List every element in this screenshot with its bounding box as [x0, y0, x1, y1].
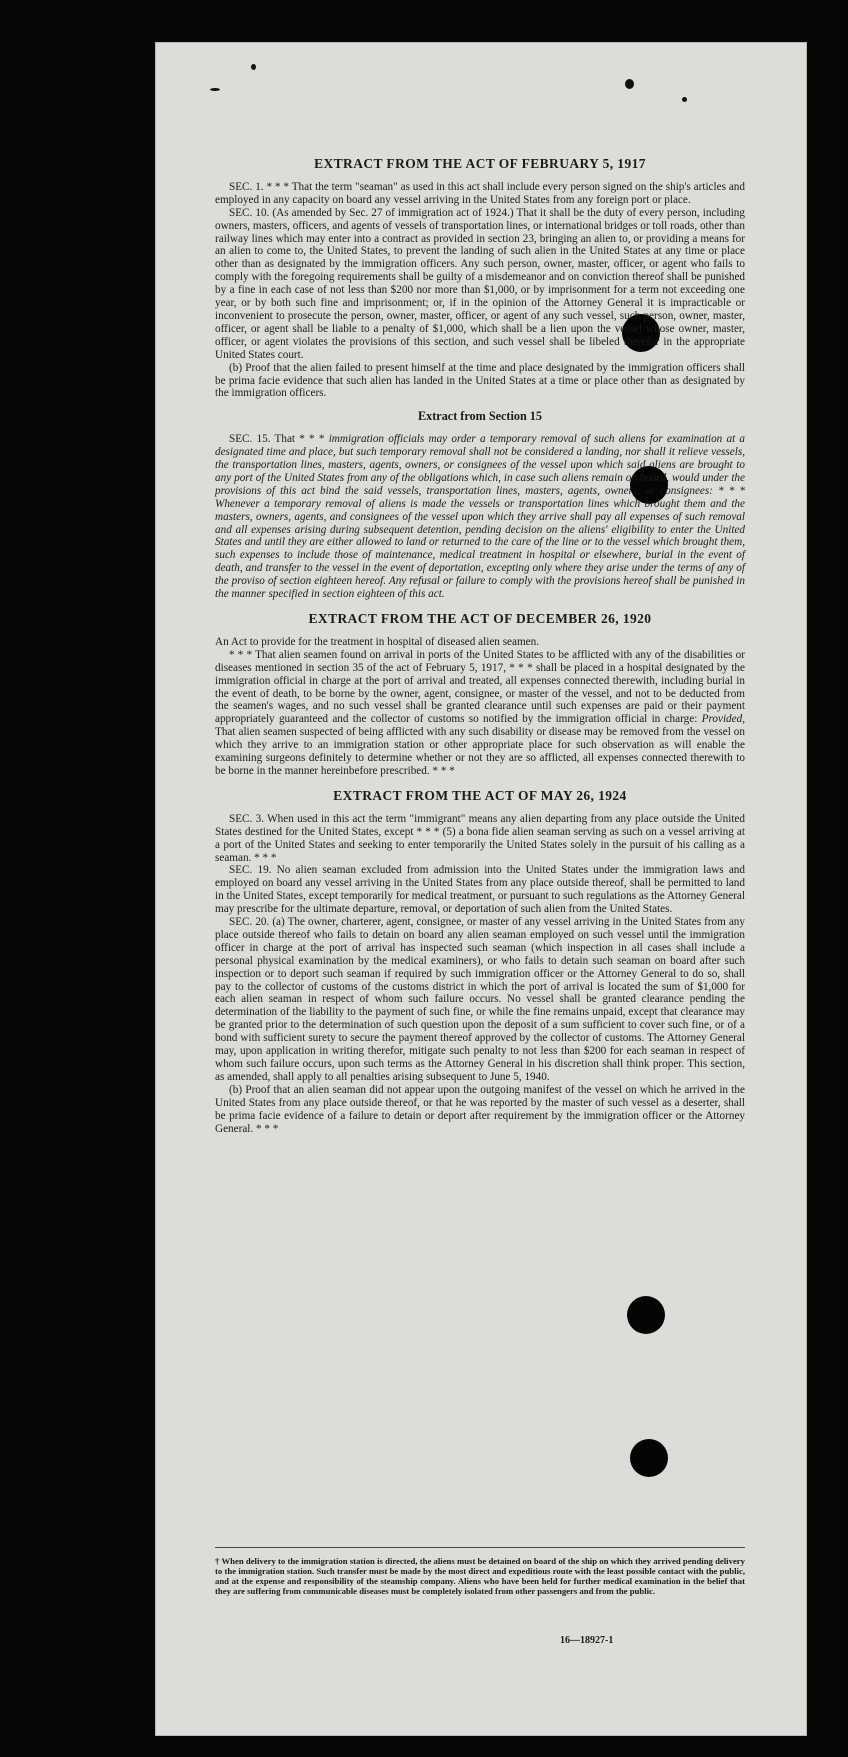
act-1920-body-after: That alien seamen suspected of being afflicted with any such disability or disease may be removed from the vessel on which they arrive to an immigration station or other appropriate place for such observation as will enable the examining surgeons definitely to determine whether or not they are so afflicted, all expenses connected therewith to be borne in the manner hereinbefore prescribed. * * * [215, 726, 745, 777]
section-15-paragraph [215, 433, 745, 601]
hole-punch-blot [627, 1296, 665, 1334]
section-20b-paragraph: (b) Proof that an alien seaman did not appear upon the outgoing manifest of the vessel on which he arrived in the United States from any place outside thereof, or that he was reported by the master of such vessel as a deserter, shall be prima facie evidence of a failure to detain or deport after requirement by the immigration officer or the Attorney General. * * * [215, 1083, 745, 1135]
provided-word: Provided, [701, 713, 745, 726]
section-20a-paragraph: SEC. 20. (a) The owner, charterer, agent, consignee, or master of any vessel arriving in the United States from any place outside thereof who fails to detain on board any alien seaman employed on such vessel until the immigration officer in charge at the port of arrival has inspected such seaman (which inspection in all cases shall include a personal physical examination by the medical examiners), or who fails to detain such seaman on board after such inspection or to deport such seaman if required by such immigration officer or the Attorney General to do so, shall pay to the collector of customs of the customs district in which the port of arrival is located the sum of $1,000 for each alien seaman in respect of whom such failure occurs. No vessel shall be granted clearance pending the determination of the liability to the payment of such fine, or while the fine remains unpaid, except that clearance may be granted prior to the determination of such question upon the deposit of a sum sufficient to cover such fine, or of a bond with sufficient surety to secure the payment thereof approved by the collector of customs. The Attorney General may, upon application in writing therefor, mitigate such penalty to not less than $200 for each seaman in respect of whom such failure occurs, upon such terms as the Attorney General in his discretion shall think proper. This section, as amended, shall apply to all penalties arising subsequent to June 5, 1940. [215, 916, 745, 1083]
act-1920-body-before: * * * That alien seamen found on arrival in ports of the United States to be afflicted with any of the disabilities or diseases mentioned in section 35 of the act of February 5, 1917, * * * shall be placed in a hospital designated by the immigration official in charge at the port of arrival and treated, all expenses connected therewith, including burial in the event of death, to be borne by the owner, agent, consignee, or master of the vessel, and not to be deducted from the seamen's wages, and no such vessel shall be granted clearance until such expenses are paid or their payment appropriately guaranteed and the collector of customs so notified by the immigration official in charge: [215, 648, 745, 726]
ink-speck [682, 97, 687, 102]
heading-act-1920: EXTRACT FROM THE ACT OF DECEMBER 26, 1920 [308, 611, 652, 626]
section-15-body: immigration officials may order a temporary removal of such aliens for examination at a designated time and place, but such temporary removal shall not be considered a landing, nor shall it relieve vessels, the transportation lines, masters, agents, owners, or consignees of the vessel upon which said aliens are brought to any port of the United States from any of the obligations which, in case such aliens remain on board, would under the provisions of this act bind the said vessels, transportation lines, masters, agents, owners, or consignees: * * * Whenever a temporary removal of aliens is made the vessels or transportation lines which brought them and the masters, owners, agents, and consignees of the vessel upon which they arrive shall pay all expenses of such removal and all expenses arising during subsequent detention, pending decision on the aliens' eligibility to enter the United States and until they are either allowed to land or returned to the care of the line or to the vessel which brought them, such expenses to include those of maintenance, medical treatment in hospital or elsewhere, burial in the event of death, and transfer to the vessel in the event of deportation, excepting only where they arise under the terms of any of the proviso of section eighteen hereof. Any refusal or failure to comply with the provisions hereof shall be punished in the manner specified in section eighteen of this act. [215, 433, 745, 601]
ink-speck [251, 64, 256, 70]
section-3-paragraph: SEC. 3. When used in this act the term "immigrant" means any alien departing from any place outside the United States destined for the United States, except * * * (5) a bona fide alien seaman serving as such on a vessel arriving at a port of the United States and seeking to enter temporarily the United States solely in the pursuit of his calling as a seaman. * * * [215, 812, 745, 864]
heading-act-1917: EXTRACT FROM THE ACT OF FEBRUARY 5, 1917 [314, 156, 646, 171]
act-1920-paragraph [215, 649, 745, 778]
form-number: 16—18927-1 [560, 1635, 614, 1646]
footnote-divider [215, 1547, 745, 1548]
heading-act-1924: EXTRACT FROM THE ACT OF MAY 26, 1924 [333, 787, 627, 803]
section-19-paragraph: SEC. 19. No alien seaman excluded from admission into the United States under the immigration laws and employed on board any vessel arriving in the United States from any place outside thereof, shall be permitted to land in the United States, except temporarily for medical treatment, or pursuant to such regulations as the Attorney General may prescribe for the ultimate departure, removal, or deportation of such alien from the United States. [215, 864, 745, 916]
section-15-lead: SEC. 15. That * * * [229, 433, 329, 446]
document-body [215, 122, 745, 1135]
section-10b-paragraph: (b) Proof that the alien failed to present himself at the time and place designated by the immigration officers shall be prima facie evidence that such alien has landed in the United States at a time or place other than as designated by the immigration officers. [215, 361, 745, 400]
section-1-paragraph: SEC. 1. * * * That the term "seaman" as used in this act shall include every person signed on the ship's articles and employed in any capacity on board any vessel arriving in the United States from any foreign port or place. [215, 180, 745, 206]
ink-speck [625, 79, 634, 89]
scanned-page [155, 42, 807, 1736]
hole-punch-blot [630, 1439, 668, 1477]
act-1920-title: An Act to provide for the treatment in hospital of diseased alien seamen. [215, 635, 540, 648]
section-10-paragraph: SEC. 10. (As amended by Sec. 27 of immigration act of 1924.) That it shall be the duty of every person, including owners, masters, officers, and agents of vessels of transportation lines, or international bridges or toll roads, other than railway lines which may enter into a contract as provided in section 23, bringing an alien to, or providing a means for an alien to come to, the United States, to prevent the landing of such alien in the United States at any time or place other than as designated by the immigration officers. Any such person, owner, master, officer, or agent who fails to comply with the foregoing requirements shall be guilty of a misdemeanor and on conviction thereof shall be punished by a fine in each case of not less than $200 nor more than $1,000, or by imprisonment for a term not exceeding one year, or by both such fine and imprisonment; or, if in the opinion of the Attorney General it is impracticable or inconvenient to prosecute the person, owner, master, officer, or agent of any such vessel, such person, owner, master, officer, or agent shall be liable to a penalty of $1,000, which shall be a lien upon the vessel whose owner, master, officer, or agent violates the provisions of this section, and such vessel shall be libeled therefor in the appropriate United States court. [215, 206, 745, 361]
ink-speck [210, 88, 220, 91]
footnote: † When delivery to the immigration station is directed, the aliens must be detained on board of the ship on which they arrived pending delivery to the immigration station. Such transfer must be made by the most direct and expeditious route with the least possible contact with the public, and at the expense and responsibility of the steamship company. Aliens who have been held for further medical examination in the belief that they are suffering from communicable diseases must be completely isolated from other passengers and from the public. [215, 1556, 745, 1597]
heading-section-15: Extract from Section 15 [418, 409, 542, 424]
